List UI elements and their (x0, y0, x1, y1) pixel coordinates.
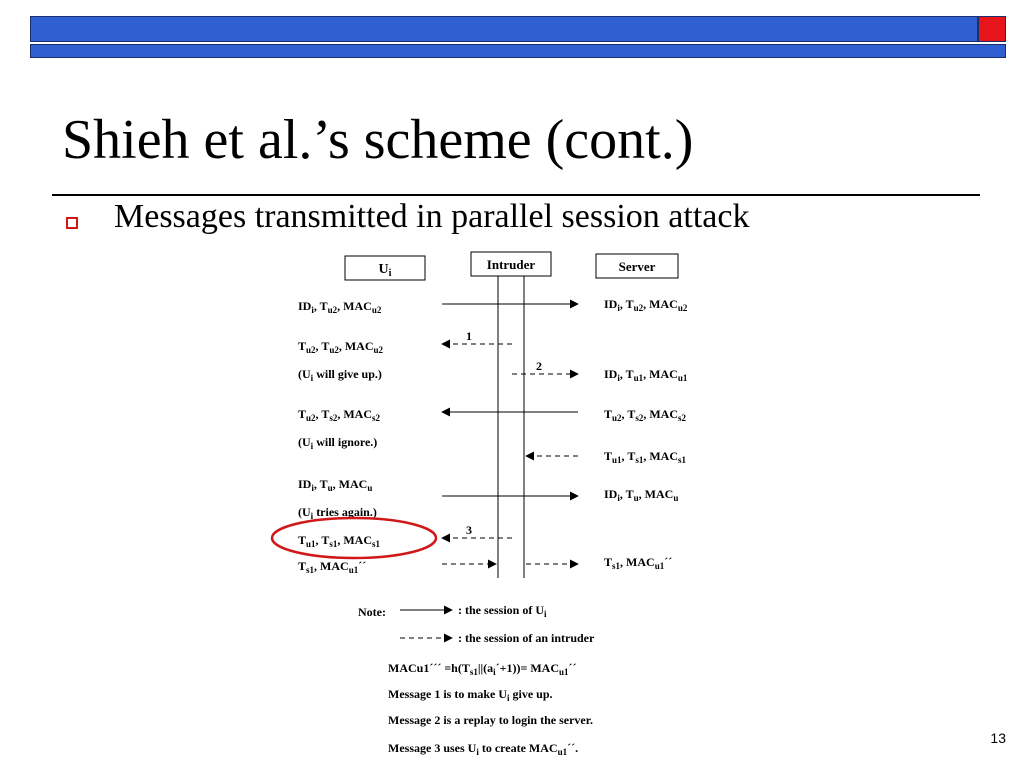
legend-dashed-text: : the session of an intruder (458, 631, 595, 645)
msg6-right: $ID_i$, $T_u$, $MAC_u$ (604, 487, 679, 503)
msg5-right: $T_{u1}$, $T_{s1}$, $MAC_{s1}$ (604, 449, 687, 465)
header-underbar (30, 44, 1006, 58)
formula-text: MACu1´´´ $=h(T_{s1}||(a_i´+1))=$ $MAC_{u1}´´$ (388, 661, 577, 677)
legend-solid-text: : the session of $U_i$ (458, 603, 547, 619)
note-label: Note: (358, 605, 386, 619)
msg6-note: ($U_i$ tries again.) (298, 505, 377, 521)
bullet-text: Messages transmitted in parallel session attack (114, 198, 750, 235)
msg6-left: $ID_i$, $T_u$, $MAC_u$ (298, 477, 373, 493)
slide-title: Shieh et al.’s scheme (cont.) (62, 109, 694, 171)
msg4-note: ($U_i$ will ignore.) (298, 435, 378, 451)
note-line-1: Message 1 is to make $U_i$ give up. (388, 687, 553, 703)
slide-number: 13 (990, 730, 1006, 746)
header-accent-square (978, 16, 1006, 42)
msg4-right: $T_{u2}$, $T_{s2}$, $MAC_{s2}$ (604, 407, 687, 423)
server-label: Server (618, 259, 656, 274)
msg8-left: $T_{s1}$, $MAC_{u1}´´$ (298, 559, 367, 575)
step-1-label: 1 (466, 329, 472, 343)
msg2-note: ($U_i$ will give up.) (298, 367, 382, 383)
msg4-left: $T_{u2}$, $T_{s2}$, $MAC_{s2}$ (298, 407, 381, 423)
msg1-right: $ID_i$, $T_{u2}$, $MAC_{u2}$ (604, 297, 688, 313)
msg8-right: $T_{s1}$, $MAC_{u1}´´$ (604, 555, 673, 571)
step-3-label: 3 (466, 523, 472, 537)
user-label: $U_i$ (378, 262, 392, 279)
title-divider (52, 194, 980, 196)
msg7-left: $T_{u1}$, $T_{s1}$, $MAC_{s1}$ (298, 533, 381, 549)
bullet-square-icon (66, 217, 78, 229)
protocol-diagram (260, 248, 740, 768)
note-line-3: Message 3 uses $U_i$ to create $MAC_{u1}´´$. (388, 741, 579, 757)
intruder-label: Intruder (486, 257, 536, 272)
step-2-label: 2 (536, 359, 542, 373)
note-line-2: Message 2 is a replay to login the server. (388, 713, 593, 727)
header-bar (30, 16, 978, 42)
msg1-left: $ID_i$, $T_{u2}$, $MAC_{u2}$ (298, 299, 382, 315)
msg2-left: $T_{u2}$, $T_{u2}$, $MAC_{u2}$ (298, 339, 384, 355)
msg3-right: $ID_i$, $T_{u1}$, $MAC_{u1}$ (604, 367, 688, 383)
